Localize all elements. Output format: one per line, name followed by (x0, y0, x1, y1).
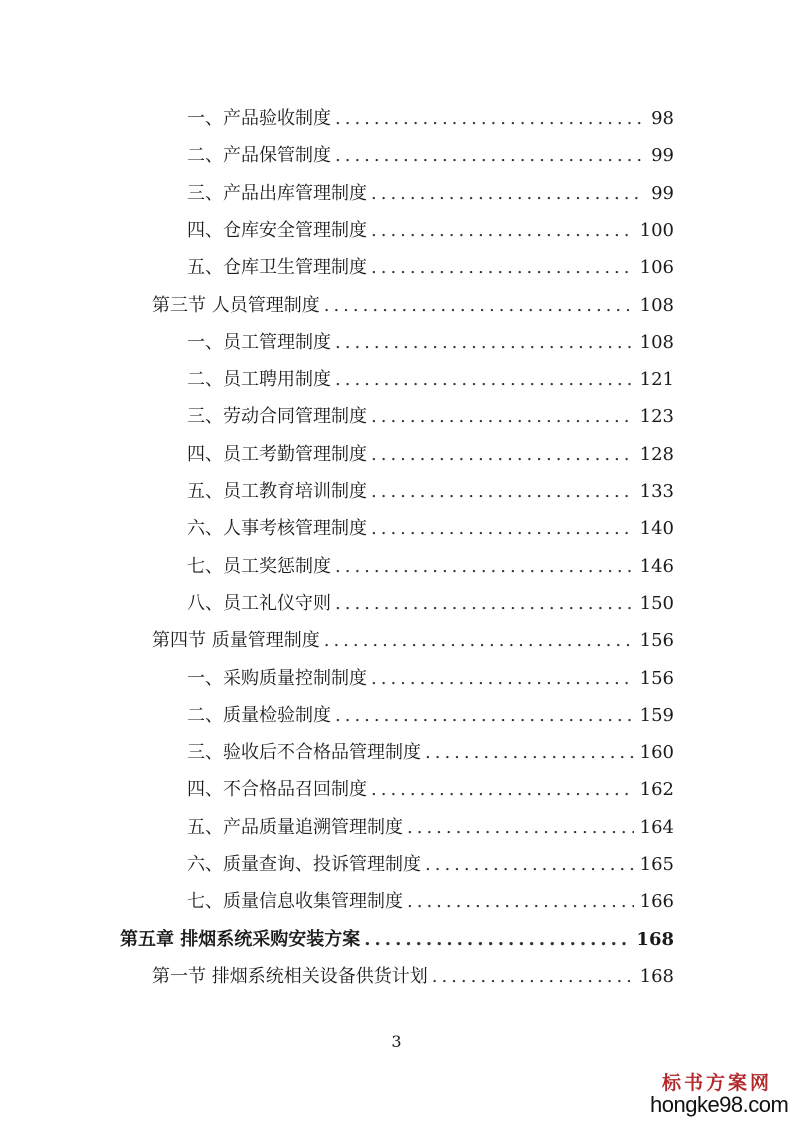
watermark-title: 标书方案网 (662, 1072, 773, 1094)
toc-label: 七、质量信息收集管理制度 (187, 891, 403, 913)
toc-page-number: 123 (639, 406, 674, 428)
page-number: 3 (391, 1032, 402, 1051)
toc-section[interactable] (152, 962, 674, 992)
watermark-logo (650, 1066, 793, 1122)
toc-page-number: 165 (639, 854, 674, 875)
dot-leader (371, 402, 634, 432)
dot-leader (371, 179, 644, 209)
toc-item[interactable] (187, 365, 674, 395)
toc-item[interactable] (187, 664, 674, 694)
toc-label: 七、员工奖惩制度 (187, 555, 331, 577)
dot-leader (432, 962, 634, 992)
dot-leader (371, 440, 634, 470)
toc-label: 六、人事考核管理制度 (187, 518, 367, 540)
toc-item[interactable] (187, 216, 674, 246)
dot-leader (335, 701, 634, 731)
toc-item[interactable] (187, 477, 674, 507)
toc-page-number: 106 (639, 257, 674, 279)
toc-page-number: 156 (639, 667, 674, 689)
toc-page-number: 99 (651, 182, 674, 204)
toc-label: 三、劳动合同管理制度 (187, 406, 367, 428)
toc-page-number: 121 (639, 369, 674, 391)
toc-page-number: 156 (639, 630, 674, 652)
dot-leader (335, 104, 644, 134)
toc-label: 三、产品出库管理制度 (187, 182, 367, 204)
toc-page-number: 159 (639, 704, 674, 726)
dot-leader (335, 328, 634, 358)
toc-item[interactable] (187, 104, 674, 134)
toc-item[interactable] (187, 328, 674, 358)
dot-leader (371, 253, 634, 283)
dot-leader (371, 514, 634, 544)
toc-label: 一、产品验收制度 (187, 108, 331, 129)
watermark-url: hongke98.com (650, 1092, 789, 1117)
toc-page-number: 133 (639, 481, 674, 502)
toc-page-number: 160 (639, 742, 674, 764)
toc-label: 一、采购质量控制制度 (187, 667, 367, 689)
toc-item[interactable] (187, 887, 674, 917)
dot-leader (364, 925, 630, 955)
toc-page-number: 99 (651, 145, 674, 167)
toc-label: 二、员工聘用制度 (187, 369, 331, 391)
toc-page-number: 164 (639, 816, 674, 838)
toc-label: 三、验收后不合格品管理制度 (187, 742, 421, 764)
toc-label: 第三节 人员管理制度 (152, 294, 320, 316)
dot-leader (371, 664, 634, 694)
toc-item[interactable] (187, 402, 674, 432)
dot-leader (425, 850, 634, 880)
toc-item[interactable] (187, 701, 674, 731)
toc-label: 二、产品保管制度 (187, 145, 331, 167)
toc-page-number: 108 (639, 294, 674, 316)
dot-leader (425, 738, 634, 768)
toc-page-number: 140 (639, 518, 674, 540)
dot-leader (407, 813, 634, 843)
dot-leader (335, 365, 634, 395)
toc-label: 二、质量检验制度 (187, 704, 331, 726)
dot-leader (371, 477, 634, 507)
toc-item[interactable] (187, 775, 674, 805)
dot-leader (335, 552, 634, 582)
dot-leader (407, 887, 634, 917)
toc-page-number: 128 (639, 443, 674, 465)
toc-item[interactable] (187, 850, 674, 880)
toc-item[interactable] (187, 552, 674, 582)
toc-item[interactable] (187, 589, 674, 619)
toc-page-number: 168 (639, 965, 674, 987)
toc-item[interactable] (187, 813, 674, 843)
toc-label: 一、员工管理制度 (187, 331, 331, 353)
toc-label: 第四节 质量管理制度 (152, 630, 320, 652)
toc-section[interactable] (152, 626, 674, 656)
toc-page-number: 100 (639, 219, 674, 241)
toc-label: 第一节 排烟系统相关设备供货计划 (152, 965, 428, 987)
toc-page-number: 150 (639, 592, 674, 614)
dot-leader (371, 216, 634, 246)
toc-label: 四、不合格品召回制度 (187, 779, 367, 801)
dot-leader (335, 589, 634, 619)
toc-label: 六、质量查询、投诉管理制度 (187, 854, 421, 875)
toc-page-number: 98 (651, 108, 674, 129)
toc-label: 四、仓库安全管理制度 (187, 219, 367, 241)
toc-item[interactable] (187, 738, 674, 768)
dot-leader (371, 775, 634, 805)
toc-page-number: 162 (639, 779, 674, 801)
dot-leader (335, 141, 644, 171)
toc-item[interactable] (187, 440, 674, 470)
toc-label: 五、员工教育培训制度 (187, 481, 367, 502)
toc-page-number: 108 (639, 331, 674, 353)
toc-item[interactable] (187, 514, 674, 544)
toc-page-number: 146 (639, 555, 674, 577)
toc-item[interactable] (187, 253, 674, 283)
toc-item[interactable] (187, 141, 674, 171)
toc-section[interactable] (152, 291, 674, 321)
toc-chapter[interactable] (120, 925, 674, 955)
toc-page-number: 168 (636, 928, 674, 950)
dot-leader (324, 626, 634, 656)
toc-item[interactable] (187, 179, 674, 209)
toc-page-number: 166 (639, 891, 674, 913)
toc-label: 八、员工礼仪守则 (187, 592, 331, 614)
toc-label: 五、产品质量追溯管理制度 (187, 816, 403, 838)
dot-leader (324, 291, 634, 321)
toc-label: 四、员工考勤管理制度 (187, 443, 367, 465)
toc-label: 第五章 排烟系统采购安装方案 (120, 928, 361, 950)
toc-label: 五、仓库卫生管理制度 (187, 257, 367, 279)
